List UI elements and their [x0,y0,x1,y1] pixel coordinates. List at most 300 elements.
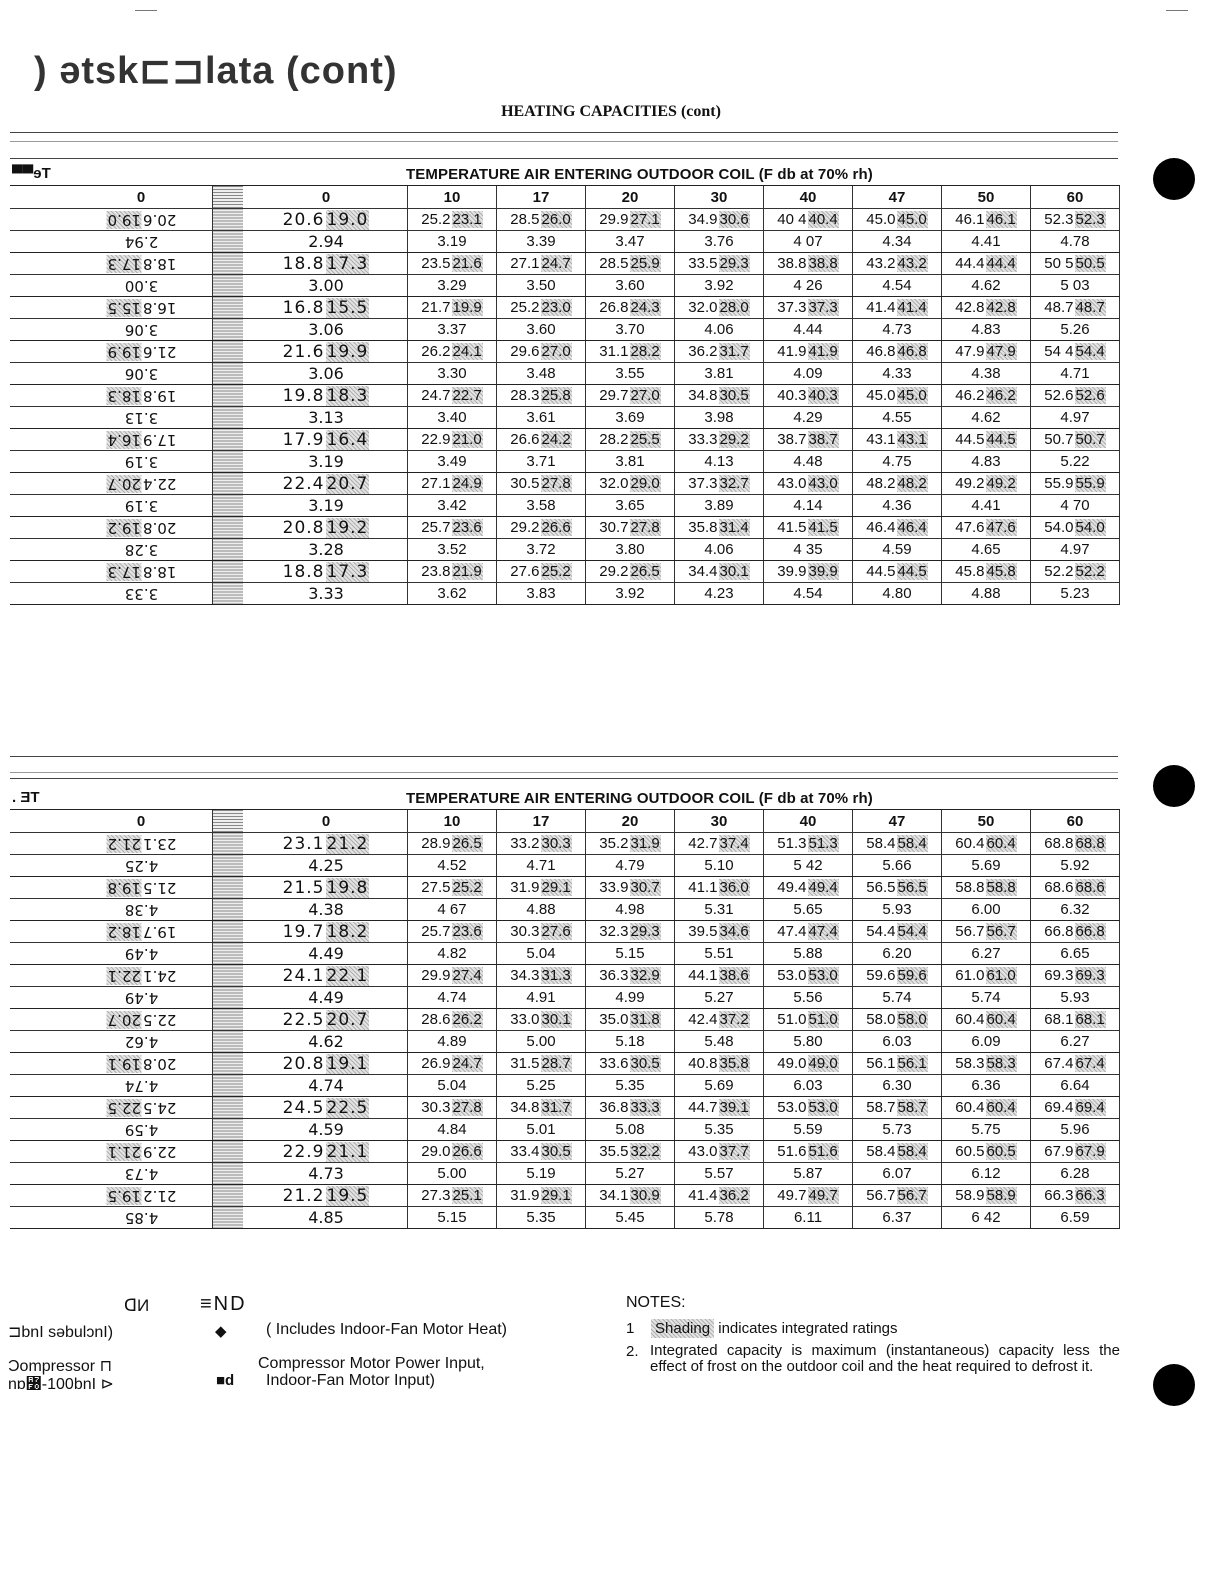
integrated-capacity-value: 45.0 [897,387,927,404]
capacity-cell [675,341,764,363]
power-row [10,1163,1120,1185]
column-separator [213,429,244,451]
capacity-row [10,561,1120,583]
integrated-capacity-value: 19.5 [326,1185,369,1206]
page-title: HEATING CAPACITIES (cont) [501,103,721,120]
capacity-value: 32.0 [688,299,718,316]
power-cell: 4.71 [497,855,586,877]
row-label-cell [10,1163,70,1185]
capacity-value: 43.0 [688,1143,718,1160]
row-label-cell [10,583,70,605]
integrated-capacity-value: 18.2 [107,922,141,941]
integrated-capacity-value: 26.5 [452,835,482,852]
column-separator [213,899,244,921]
integrated-capacity-value: 16.4 [326,429,369,450]
power-cell: 2.94 [245,231,408,253]
power-cell: 3.76 [675,231,764,253]
power-cell: 5.87 [764,1163,853,1185]
integrated-capacity-value: 20.7 [107,1010,141,1029]
power-cell: 3.37 [408,319,497,341]
integrated-capacity-value: 21.2 [107,834,141,853]
integrated-capacity-value: 31.9 [630,835,660,852]
capacity-value: 23.8 [421,563,451,580]
row-label-cell [10,1119,70,1141]
capacity-row [10,1097,1120,1119]
power-cell: 3.72 [497,539,586,561]
power-cell: 3.80 [586,539,675,561]
legend-symbol-icon: ■d [216,1372,235,1389]
scan-mark [1166,10,1188,11]
capacity-value: 52.3 [1044,211,1074,228]
capacity-row [10,833,1120,855]
capacity-cell [245,833,408,855]
integrated-capacity-value: 27.8 [541,475,571,492]
integrated-capacity-value: 37.3 [808,299,838,316]
power-cell: 3.06 [245,363,408,385]
integrated-capacity-value: 52.6 [1075,387,1105,404]
row-label-cell [10,517,70,539]
capacity-value: 67.4 [1044,1055,1074,1072]
capacity-value: 36.3 [599,967,629,984]
capacity-value: 39.9 [777,563,807,580]
capacity-cell [1031,385,1120,407]
capacity-cell [675,1141,764,1163]
capacity-cell [497,1141,586,1163]
capacity-cell [497,209,586,231]
capacity-value: 59.6 [866,967,896,984]
capacity-value: 21.2 [143,1186,177,1205]
integrated-capacity-value: 48.2 [897,475,927,492]
ref-power-cell: 4.59 [70,1119,213,1141]
ref-power-cell: 3.33 [70,583,213,605]
capacity-cell [408,1141,497,1163]
power-cell: 5.15 [586,943,675,965]
row-label-cell [10,275,70,297]
capacity-value: 16.8 [282,297,325,318]
power-cell: 3.50 [497,275,586,297]
capacity-cell [764,517,853,539]
capacity-cell [586,1053,675,1075]
capacity-value: 29.2 [510,519,540,536]
integrated-capacity-value: 19.2 [326,517,369,538]
power-cell: 6.12 [942,1163,1031,1185]
column-header-0: 0 [245,186,408,209]
power-cell: 4.13 [675,451,764,473]
capacity-cell [764,965,853,987]
power-cell: 5.69 [675,1075,764,1097]
integrated-capacity-value: 39.9 [808,563,838,580]
capacity-value: 44.1 [688,967,718,984]
integrated-capacity-value: 30.1 [541,1011,571,1028]
power-cell: 5.74 [942,987,1031,1009]
capacity-cell [1031,209,1120,231]
capacity-value: 30.3 [510,923,540,940]
integrated-capacity-value: 37.4 [719,835,749,852]
integrated-capacity-value: 27.4 [452,967,482,984]
ref-power-cell: 4.49 [70,943,213,965]
integrated-capacity-value: 17.3 [326,253,369,274]
power-row [10,1207,1120,1229]
integrated-capacity-value: 52.3 [1075,211,1105,228]
ref-capacity-cell [70,385,213,407]
capacity-value: 22.4 [282,473,325,494]
capacity-cell [853,385,942,407]
column-separator [213,319,244,341]
row-label-cell [10,965,70,987]
capacity-value: 42.4 [688,1011,718,1028]
capacity-value: 44.4 [955,255,985,272]
capacity-cell [245,1185,408,1207]
power-cell: 3.61 [497,407,586,429]
capacity-cell [245,921,408,943]
capacity-cell [408,1053,497,1075]
ref-power-cell: 2.94 [70,231,213,253]
capacity-value: 18.8 [143,254,177,273]
power-cell: 5.19 [497,1163,586,1185]
capacity-value: 22.5 [282,1009,325,1030]
capacity-value: 43.0 [777,475,807,492]
integrated-capacity-value: 19.9 [326,341,369,362]
integrated-capacity-value: 30.5 [630,1055,660,1072]
column-separator [213,297,244,319]
capacity-cell [675,517,764,539]
column-header-row [10,810,1120,833]
ref-power-cell: 3.13 [70,407,213,429]
capacity-value: 46.2 [955,387,985,404]
capacity-row [10,341,1120,363]
capacity-value: 33.9 [599,879,629,896]
table-tag: ▀▀ɘT [12,165,51,182]
integrated-capacity-value: 15.5 [326,297,369,318]
integrated-capacity-value: 51.0 [808,1011,838,1028]
power-cell: 4.29 [764,407,853,429]
capacity-cell [764,1053,853,1075]
capacity-cell [675,561,764,583]
capacity-cell [497,1053,586,1075]
column-separator [213,877,244,899]
column-separator [213,1075,244,1097]
capacity-cell [245,1053,408,1075]
capacity-cell [245,1009,408,1031]
power-cell: 3.70 [586,319,675,341]
capacity-value: 44.7 [688,1099,718,1116]
capacity-row [10,921,1120,943]
integrated-capacity-value: 31.7 [719,343,749,360]
column-header-30: 30 [675,810,764,833]
power-cell: 6.37 [853,1207,942,1229]
integrated-capacity-value: 31.3 [541,967,571,984]
capacity-value: 37.3 [777,299,807,316]
power-cell: 4.88 [497,899,586,921]
capacity-cell [853,921,942,943]
capacity-value: 28.2 [599,431,629,448]
integrated-capacity-value: 68.1 [1075,1011,1105,1028]
power-cell: 5.01 [497,1119,586,1141]
capacity-row [10,385,1120,407]
power-cell: 4.59 [853,539,942,561]
capacity-cell [408,517,497,539]
capacity-value: 40.8 [688,1055,718,1072]
capacity-value: 49.4 [777,879,807,896]
power-cell: 6.00 [942,899,1031,921]
capacity-cell [853,1185,942,1207]
integrated-capacity-value: 40.4 [808,211,838,228]
power-row [10,231,1120,253]
capacity-cell [1031,1009,1120,1031]
power-cell: 4.73 [245,1163,408,1185]
power-row [10,899,1120,921]
ref-power-cell: 3.06 [70,319,213,341]
capacity-cell [675,429,764,451]
integrated-capacity-value: 50.5 [1075,255,1105,272]
row-label-cell [10,1075,70,1097]
integrated-capacity-value: 32.9 [630,967,660,984]
capacity-value: 30.3 [421,1099,451,1116]
integrated-capacity-value: 19.1 [107,1054,141,1073]
capacity-cell [942,385,1031,407]
column-separator [213,855,244,877]
power-cell: 5.93 [853,899,942,921]
capacity-cell [853,1141,942,1163]
capacity-value: 56.7 [955,923,985,940]
row-label-cell [10,1009,70,1031]
power-cell: 5.92 [1031,855,1120,877]
capacity-cell [408,341,497,363]
power-cell: 4 70 [1031,495,1120,517]
integrated-capacity-value: 21.6 [452,255,482,272]
power-cell: 3.83 [497,583,586,605]
row-label-cell [10,407,70,429]
capacity-cell [675,209,764,231]
integrated-capacity-value: 60.4 [986,835,1016,852]
capacity-cell [764,921,853,943]
capacity-value: 25.7 [421,923,451,940]
integrated-capacity-value: 48.7 [1075,299,1105,316]
legend-heading: ≡ND [200,1293,247,1315]
integrated-capacity-value: 18.3 [107,386,141,405]
capacity-cell [586,517,675,539]
column-separator [213,1031,244,1053]
power-cell: 4.09 [764,363,853,385]
integrated-capacity-value: 67.9 [1075,1143,1105,1160]
divider [10,141,1118,142]
power-cell: 4.83 [942,319,1031,341]
capacity-row [10,1185,1120,1207]
ref-power-cell: 3.28 [70,539,213,561]
capacity-cell [245,209,408,231]
row-label-cell [10,451,70,473]
notes [626,1294,1126,1375]
column-separator [213,1119,244,1141]
integrated-capacity-value: 55.9 [1075,475,1105,492]
capacity-cell [586,1009,675,1031]
capacity-cell [1031,297,1120,319]
divider [10,778,1118,779]
integrated-capacity-value: 17.3 [107,562,141,581]
capacity-cell [497,385,586,407]
capacity-cell [408,473,497,495]
power-row [10,1031,1120,1053]
capacity-value: 56.5 [866,879,896,896]
integrated-capacity-value: 30.3 [541,835,571,852]
capacity-cell [1031,253,1120,275]
power-cell: 4.41 [942,495,1031,517]
ref-capacity-cell [70,1009,213,1031]
integrated-capacity-value: 23.1 [452,211,482,228]
power-cell: 5.00 [408,1163,497,1185]
capacity-value: 28.9 [421,835,451,852]
capacity-value: 68.6 [1044,879,1074,896]
capacity-value: 21.6 [143,342,177,361]
integrated-capacity-value: 22.7 [452,387,482,404]
integrated-capacity-value: 38.7 [808,431,838,448]
capacity-value: 33.3 [688,431,718,448]
power-row [10,363,1120,385]
capacity-value: 58.9 [955,1187,985,1204]
capacity-cell [497,1009,586,1031]
power-row [10,495,1120,517]
ref-capacity-cell [70,1097,213,1119]
power-cell: 4.52 [408,855,497,877]
capacity-table [10,186,1120,605]
capacity-value: 28.5 [599,255,629,272]
capacity-cell [408,877,497,899]
integrated-capacity-value: 18.2 [326,921,369,942]
row-label-cell [10,186,70,209]
integrated-capacity-value: 29.1 [541,879,571,896]
integrated-capacity-value: 23.6 [452,519,482,536]
row-label-cell [10,833,70,855]
capacity-value: 58.7 [866,1099,896,1116]
integrated-capacity-value: 69.3 [1075,967,1105,984]
capacity-value: 38.7 [777,431,807,448]
power-cell: 4.41 [942,231,1031,253]
integrated-capacity-value: 29.3 [719,255,749,272]
power-row [10,1075,1120,1097]
capacity-value: 41.9 [777,343,807,360]
capacity-value: 41.1 [688,879,718,896]
integrated-capacity-value: 53.0 [808,967,838,984]
power-cell: 5.27 [675,987,764,1009]
capacity-value: 34.3 [510,967,540,984]
capacity-value: 55.9 [1044,475,1074,492]
page-header: ) ətsk⊏⊐lata (cont) [34,50,398,92]
integrated-capacity-value: 43.0 [808,475,838,492]
power-row [10,451,1120,473]
ref-power-cell: 3.06 [70,363,213,385]
capacity-value: 24.7 [421,387,451,404]
note-1-number: 1 [626,1320,635,1337]
power-cell: 3.42 [408,495,497,517]
capacity-cell [245,1141,408,1163]
capacity-value: 52.2 [1044,563,1074,580]
capacity-cell [245,561,408,583]
capacity-cell [497,341,586,363]
capacity-value: 34.8 [510,1099,540,1116]
capacity-row [10,297,1120,319]
power-cell: 3.89 [675,495,764,517]
capacity-cell [764,429,853,451]
capacity-cell [408,253,497,275]
integrated-capacity-value: 49.7 [808,1187,838,1204]
capacity-value: 46.1 [955,211,985,228]
integrated-capacity-value: 43.1 [897,431,927,448]
row-label-cell [10,385,70,407]
capacity-value: 30.5 [510,475,540,492]
capacity-value: 21.6 [282,341,325,362]
capacity-cell [942,1053,1031,1075]
row-label-cell [10,1053,70,1075]
power-cell: 6.20 [853,943,942,965]
integrated-capacity-value: 22.5 [326,1097,369,1118]
power-cell: 5.66 [853,855,942,877]
power-cell: 4.65 [942,539,1031,561]
power-cell: 4.36 [853,495,942,517]
capacity-value: 33.0 [510,1011,540,1028]
capacity-cell [1031,1053,1120,1075]
capacity-value: 56.7 [866,1187,896,1204]
capacity-value: 24.5 [143,1098,177,1117]
power-cell: 4.89 [408,1031,497,1053]
power-row [10,987,1120,1009]
capacity-value: 29.2 [599,563,629,580]
capacity-value: 53.0 [777,967,807,984]
integrated-capacity-value: 60.4 [986,1099,1016,1116]
power-cell: 3.98 [675,407,764,429]
power-cell: 5.96 [1031,1119,1120,1141]
power-cell: 5.26 [1031,319,1120,341]
capacity-value: 58.4 [866,1143,896,1160]
capacity-value: 22.9 [421,431,451,448]
capacity-cell [497,473,586,495]
integrated-capacity-value: 18.3 [326,385,369,406]
table-header-row [10,163,1120,186]
row-label-cell [10,1207,70,1229]
capacity-value: 44.5 [955,431,985,448]
integrated-capacity-value: 27.0 [541,343,571,360]
integrated-capacity-value: 67.4 [1075,1055,1105,1072]
capacity-value: 29.9 [421,967,451,984]
capacity-value: 21.2 [282,1185,325,1206]
ref-power-cell: 4.49 [70,987,213,1009]
power-cell: 5.59 [764,1119,853,1141]
capacity-cell [586,429,675,451]
column-separator [213,253,244,275]
capacity-value: 48.7 [1044,299,1074,316]
power-cell: 3.60 [497,319,586,341]
power-row [10,855,1120,877]
power-cell: 4.49 [245,943,408,965]
capacity-value: 50 5 [1044,255,1074,272]
capacity-value: 29.7 [599,387,629,404]
capacity-value: 46.4 [866,519,896,536]
capacity-value: 56.1 [866,1055,896,1072]
column-header-60: 60 [1031,186,1120,209]
integrated-capacity-value: 27.0 [630,387,660,404]
capacity-value: 34.9 [688,211,718,228]
capacity-value: 22.9 [282,1141,325,1162]
column-separator [213,810,244,833]
power-cell: 3.00 [245,275,408,297]
power-cell: 5.69 [942,855,1031,877]
capacity-value: 51.3 [777,835,807,852]
capacity-row [10,253,1120,275]
power-cell: 5.88 [764,943,853,965]
capacity-cell [245,877,408,899]
power-cell: 5.65 [764,899,853,921]
capacity-row [10,1053,1120,1075]
capacity-cell [245,297,408,319]
